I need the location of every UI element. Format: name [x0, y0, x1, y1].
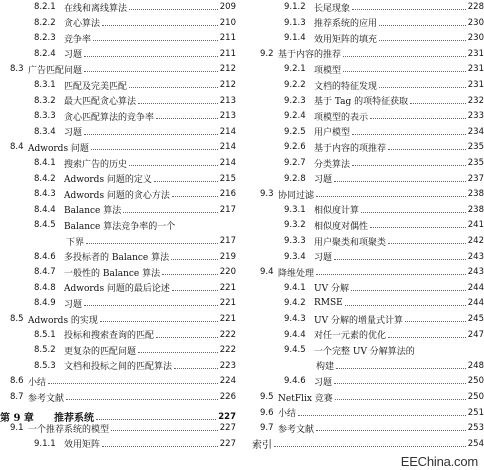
dot-leader	[129, 9, 218, 10]
toc-title: 分类算法	[314, 159, 351, 170]
toc-page-number: 254	[467, 438, 484, 449]
toc-subsection[interactable]	[0, 250, 236, 264]
toc-number: 9.4.4	[284, 329, 306, 340]
toc-title: 小结	[28, 377, 47, 388]
dot-leader	[343, 56, 466, 57]
toc-title: 项模型的表示	[314, 112, 369, 123]
toc-page-number: 231	[467, 64, 484, 75]
toc-subsection[interactable]	[0, 187, 236, 201]
toc-subsection[interactable]	[250, 312, 484, 326]
toc-subsection[interactable]	[250, 359, 484, 373]
toc-title: 用户聚类和项聚类	[314, 237, 387, 248]
toc-title: 推荐系统	[54, 413, 94, 425]
toc-number: 9.4.6	[284, 376, 306, 387]
toc-number: 9.1.3	[284, 17, 306, 28]
dot-leader	[93, 40, 218, 41]
dot-leader	[336, 368, 466, 369]
dot-leader	[351, 290, 466, 291]
toc-subsection[interactable]	[250, 94, 484, 108]
dot-leader	[84, 134, 218, 135]
toc-page-number: 212	[219, 64, 236, 75]
dot-leader	[334, 181, 466, 182]
toc-page-number: 231	[467, 80, 484, 90]
toc-title: 竞争率	[64, 34, 92, 45]
toc-number: 8.3.1	[34, 80, 56, 90]
toc-page-number: 216	[219, 189, 236, 200]
toc-number: 9.7	[260, 423, 274, 434]
toc-subsection[interactable]	[0, 296, 236, 310]
toc-number: 8.7	[10, 392, 24, 402]
toc-title: 习题	[64, 299, 83, 310]
dot-leader	[84, 305, 218, 306]
dot-leader	[410, 103, 466, 104]
toc-title: 文档的特征发现	[314, 81, 378, 92]
toc-number: 8.4.6	[34, 251, 56, 262]
toc-page-number: 214	[219, 142, 236, 153]
toc-number: 8.3.4	[34, 126, 56, 137]
toc-number: 8.4.7	[34, 267, 56, 278]
toc-page-number: 221	[219, 298, 236, 309]
toc-number: 9.1	[10, 423, 24, 434]
toc-section[interactable]	[0, 374, 236, 388]
toc-number: 9.3.3	[284, 236, 306, 246]
dot-leader	[379, 87, 466, 88]
toc-title: 习题	[314, 377, 333, 388]
toc-section[interactable]	[0, 140, 236, 154]
toc-number: 9.5	[260, 392, 274, 402]
toc-page-number: 215	[219, 173, 236, 184]
dot-leader	[370, 118, 466, 119]
toc-title: Adwords 问题的贪心方法	[64, 190, 170, 201]
toc-section[interactable]	[250, 421, 484, 435]
toc-title: 用户模型	[314, 128, 351, 139]
toc-number: 9.3.2	[284, 220, 306, 231]
toc-title: 小结	[278, 409, 297, 420]
toc-number: 9.2.5	[284, 126, 306, 137]
dot-leader	[123, 212, 218, 213]
toc-number: 8.6	[10, 376, 24, 387]
toc-subsection[interactable]	[250, 281, 484, 295]
toc-subsection[interactable]	[250, 172, 484, 186]
toc-page-number: 224	[219, 376, 236, 387]
toc-page-number: 250	[467, 376, 484, 387]
dot-leader	[84, 56, 218, 57]
toc-page-number: 243	[467, 251, 484, 262]
dot-leader	[172, 290, 218, 291]
toc-subsection[interactable]	[0, 437, 236, 451]
toc-page-number: 230	[467, 17, 484, 28]
dot-leader	[345, 305, 466, 306]
toc-title: 一个推荐系统的模型	[28, 424, 110, 435]
toc-title: Adwords 问题的最后论述	[64, 284, 170, 295]
toc-section[interactable]	[0, 390, 236, 404]
toc-title: Balance 算法竞争率的一个	[64, 221, 176, 232]
toc-subsection[interactable]	[250, 16, 484, 30]
toc-subsection[interactable]	[0, 94, 236, 108]
toc-page-number: 235	[467, 142, 484, 153]
toc-number: 9.4.3	[284, 314, 306, 324]
toc-title: 文档和投标之间的匹配算法	[64, 362, 173, 373]
toc-page-number: 222	[219, 329, 236, 340]
toc-title: 相似度计算	[314, 206, 360, 217]
toc-title: 多投标者的 Balance 算法	[64, 253, 170, 264]
toc-number: 8.5.2	[34, 345, 56, 356]
toc-subsection[interactable]	[0, 234, 236, 248]
toc-title: 更复杂的匹配问题	[64, 346, 137, 357]
dot-leader	[66, 399, 218, 400]
toc-page-number: 244	[467, 298, 484, 309]
toc-number: 9.2.7	[284, 158, 306, 168]
toc-subsection[interactable]	[250, 296, 484, 310]
toc-title: 相似度对偶性	[314, 221, 369, 232]
toc-page-number: 211	[219, 33, 236, 44]
dot-leader	[388, 149, 466, 150]
toc-number: 8.3	[10, 64, 24, 75]
dot-leader	[361, 212, 466, 213]
toc-number: 8.3.3	[34, 111, 56, 122]
toc-number: 8.5	[10, 314, 24, 324]
dot-leader	[86, 243, 218, 244]
toc-page-number: 250	[467, 392, 484, 402]
toc-title: 协同过滤	[278, 190, 315, 201]
toc-number: 9.2	[260, 48, 274, 59]
dot-leader	[171, 259, 218, 260]
toc-subsection[interactable]	[250, 203, 484, 217]
toc-subsection[interactable]	[250, 156, 484, 170]
dot-leader	[388, 243, 466, 244]
toc-title: 参考文献	[278, 424, 315, 435]
dot-leader	[352, 9, 466, 10]
toc-page-number: 217	[219, 236, 236, 246]
toc-title: 参考文献	[28, 393, 65, 404]
toc-section[interactable]	[250, 47, 484, 61]
toc-page-number: 222	[219, 345, 236, 356]
dot-leader	[298, 415, 466, 416]
toc-number: 9.4.5	[284, 345, 306, 356]
toc-page-number: 237	[467, 173, 484, 184]
toc-title: 效用矩阵的填充	[314, 34, 378, 45]
toc-page-number: 238	[467, 189, 484, 200]
toc-subsection[interactable]	[250, 140, 484, 154]
dot-leader	[316, 274, 466, 275]
toc-page-number: 238	[467, 204, 484, 215]
toc-page-number: 221	[219, 282, 236, 293]
toc-number: 9.2.8	[284, 173, 306, 184]
toc-page-number: 214	[219, 158, 236, 168]
toc-title: 对任一元素的优化	[314, 331, 387, 342]
toc-subsection[interactable]	[0, 265, 236, 279]
toc-title: UV 分解	[314, 284, 349, 295]
toc-number: 8.4.8	[34, 282, 56, 293]
toc-subsection[interactable]	[250, 78, 484, 92]
toc-page-number: 245	[467, 314, 484, 324]
toc-page-number: 214	[219, 126, 236, 137]
toc-number: 9.2.6	[284, 142, 306, 153]
dot-leader	[172, 196, 218, 197]
toc-number: 9.2.4	[284, 111, 306, 122]
toc-title: 基于内容的推荐	[278, 50, 342, 61]
toc-number: 8.4.4	[34, 204, 56, 215]
toc-number: 9.2.1	[284, 64, 306, 75]
toc-page-number: 209	[219, 2, 236, 12]
toc-number: 9.4.2	[284, 298, 306, 309]
toc-number: 9.1.4	[284, 33, 306, 44]
dot-leader	[96, 419, 216, 420]
toc-number: 8.2.1	[34, 2, 56, 12]
toc-number: 8.4.1	[34, 158, 56, 168]
toc-subsection[interactable]	[0, 109, 236, 123]
dot-leader	[334, 383, 466, 384]
toc-page-number: 213	[219, 111, 236, 122]
dot-leader	[138, 352, 218, 353]
dot-leader	[138, 103, 218, 104]
toc-page-number: 221	[219, 314, 236, 324]
toc-page-number: 211	[219, 48, 236, 59]
dot-leader	[334, 259, 466, 260]
dot-leader	[352, 165, 466, 166]
toc-title: 习题	[64, 50, 83, 61]
toc-number: 8.4	[10, 142, 24, 153]
toc-title: 降维处理	[278, 268, 315, 279]
toc-subsection[interactable]	[0, 125, 236, 139]
watermark-text: EEChina.com	[400, 454, 478, 469]
toc-page-number: 210	[219, 17, 236, 28]
dot-leader	[102, 25, 218, 26]
toc-title: Adwords 的实现	[28, 315, 98, 326]
toc-title: 基于 Tag 的项特征获取	[314, 97, 409, 108]
toc-page-number: 227	[218, 411, 236, 422]
toc-subsection[interactable]	[250, 328, 484, 342]
toc-title: Balance 算法	[64, 206, 122, 217]
toc-number: 第 9 章	[0, 413, 34, 425]
dot-leader	[162, 274, 218, 275]
toc-page-number: 231	[467, 48, 484, 59]
toc-title: 贪心匹配算法的竞争率	[64, 112, 155, 123]
toc-subsection[interactable]	[0, 0, 236, 14]
dot-leader	[129, 165, 218, 166]
toc-section[interactable]	[0, 62, 236, 76]
toc-section[interactable]	[0, 421, 236, 435]
toc-page-number: 253	[467, 423, 484, 434]
toc-page-number: 243	[467, 267, 484, 278]
dot-leader	[154, 181, 218, 182]
toc-title: 推荐系统的应用	[314, 19, 378, 30]
toc-title: 一般性的 Balance 算法	[64, 268, 161, 279]
toc-title: 贪心算法	[64, 19, 101, 30]
toc-subsection[interactable]	[250, 0, 484, 14]
toc-page-number: 228	[467, 2, 484, 12]
toc-subsection[interactable]	[250, 250, 484, 264]
toc-subsection[interactable]	[0, 328, 236, 342]
toc-number: 8.4.2	[34, 173, 56, 184]
toc-title: 习题	[64, 128, 83, 139]
toc-subsection[interactable]	[250, 125, 484, 139]
toc-page-number: 251	[467, 407, 484, 418]
toc-number: 8.4.9	[34, 298, 56, 309]
toc-title: Adwords 问题的定义	[64, 175, 152, 186]
dot-leader	[379, 40, 466, 41]
toc-page-number: 213	[219, 95, 236, 106]
toc-subsection[interactable]	[0, 47, 236, 61]
toc-title: 最大匹配贪心算法	[64, 97, 137, 108]
toc-subsection[interactable]	[0, 281, 236, 295]
toc-title: 索引	[252, 440, 272, 452]
toc-page-number: 220	[219, 267, 236, 278]
toc-subsection[interactable]	[0, 343, 236, 357]
toc-page-number: 233	[467, 111, 484, 122]
toc-title: NetFlix 竞赛	[278, 393, 333, 404]
toc-subsection[interactable]	[0, 172, 236, 186]
toc-page-number: 230	[467, 33, 484, 44]
dot-leader	[91, 149, 218, 150]
toc-title: 习题	[314, 253, 333, 264]
toc-section[interactable]	[250, 265, 484, 279]
toc-subsection[interactable]	[0, 218, 236, 232]
dot-leader	[129, 87, 218, 88]
toc-number: 9.3.1	[284, 204, 306, 215]
toc-number: 8.2.4	[34, 48, 56, 59]
toc-title: 匹配及完美匹配	[64, 81, 128, 92]
toc-subsection[interactable]	[0, 78, 236, 92]
toc-subsection[interactable]	[250, 374, 484, 388]
toc-number: 9.2.3	[284, 95, 306, 106]
toc-title: 一个完整 UV 分解算法的	[314, 346, 415, 357]
toc-number: 9.1.1	[34, 438, 56, 449]
toc-subsection[interactable]	[0, 359, 236, 373]
toc-number: 9.2.2	[284, 80, 306, 90]
toc-page-number: 242	[467, 236, 484, 246]
toc-page-number: 219	[219, 251, 236, 262]
toc-number: 8.4.3	[34, 189, 56, 200]
toc-subsection[interactable]	[250, 343, 484, 357]
toc-number: 9.1.2	[284, 2, 306, 12]
dot-leader	[48, 383, 218, 384]
toc-subsection[interactable]	[250, 234, 484, 248]
toc-subsection[interactable]	[0, 16, 236, 30]
dot-leader	[84, 71, 218, 72]
toc-title: 广告匹配问题	[28, 65, 83, 76]
dot-leader	[388, 337, 466, 338]
toc-title: 搜索广告的历史	[64, 159, 128, 170]
dot-leader	[156, 337, 218, 338]
toc-number: 9.3.4	[284, 251, 306, 262]
toc-page-number: 226	[219, 392, 236, 402]
dot-leader	[335, 399, 466, 400]
toc-page-number: 235	[467, 158, 484, 168]
dot-leader	[174, 368, 218, 369]
toc-number: 9.4	[260, 267, 274, 278]
dot-leader	[156, 118, 218, 119]
toc-title: 下界	[66, 237, 85, 248]
toc-page-number: 241	[467, 220, 484, 231]
toc-title: 长尾现象	[314, 3, 351, 14]
toc-number: 9.6	[260, 407, 274, 418]
dot-leader	[352, 134, 466, 135]
toc-title: 投标和搜索查询的匹配	[64, 331, 155, 342]
toc-section[interactable]	[250, 187, 484, 201]
toc-page-number: 244	[467, 282, 484, 293]
toc-page-number: 227	[219, 438, 236, 449]
toc-title: Adwords 问题	[28, 143, 89, 154]
dot-leader	[405, 321, 466, 322]
dot-leader	[379, 25, 466, 26]
toc-page-number: 212	[219, 80, 236, 90]
toc-subsection[interactable]	[0, 31, 236, 45]
toc-title: UV 分解的增量式计算	[314, 315, 403, 326]
toc-subsection[interactable]	[250, 62, 484, 76]
dot-leader	[316, 196, 466, 197]
toc-number: 8.5.1	[34, 329, 56, 340]
toc-page-number: 223	[219, 360, 236, 371]
toc-page-number: 234	[467, 126, 484, 137]
dot-leader	[111, 430, 218, 431]
toc-subsection[interactable]	[250, 218, 484, 232]
toc-section[interactable]	[250, 390, 484, 404]
toc-number: 9.3	[260, 189, 274, 200]
toc-page-number: 217	[219, 204, 236, 215]
dot-leader	[316, 430, 466, 431]
toc-number: 8.4.5	[34, 220, 56, 231]
toc-subsection[interactable]	[250, 109, 484, 123]
toc-subsection[interactable]	[0, 156, 236, 170]
toc-title: 效用矩阵	[64, 440, 101, 451]
dot-leader	[370, 227, 466, 228]
toc-number: 8.3.2	[34, 95, 56, 106]
toc-title: RMSE	[314, 298, 343, 309]
toc-subsection[interactable]	[250, 31, 484, 45]
toc-title: 构建	[316, 362, 335, 373]
toc-section[interactable]	[250, 406, 484, 420]
toc-number: 8.2.2	[34, 17, 56, 28]
toc-page-number: 248	[467, 360, 484, 371]
toc-subsection[interactable]	[0, 203, 236, 217]
toc-number: 8.5.3	[34, 360, 56, 371]
toc-index[interactable]	[250, 437, 484, 451]
toc-page-number: 247	[467, 329, 484, 340]
toc-number: 9.4.1	[284, 282, 306, 293]
dot-leader	[343, 71, 466, 72]
dot-leader	[102, 446, 218, 447]
toc-section[interactable]	[0, 312, 236, 326]
toc-page-number: 232	[467, 95, 484, 106]
dot-leader	[274, 446, 466, 447]
toc-number: 8.2.3	[34, 33, 56, 44]
toc-title: 在线和离线算法	[64, 3, 128, 14]
toc-title: 项模型	[314, 65, 342, 76]
toc-title: 基于内容的项推荐	[314, 143, 387, 154]
toc-page-number: 227	[219, 423, 236, 434]
toc-title: 习题	[314, 175, 333, 186]
dot-leader	[100, 321, 218, 322]
